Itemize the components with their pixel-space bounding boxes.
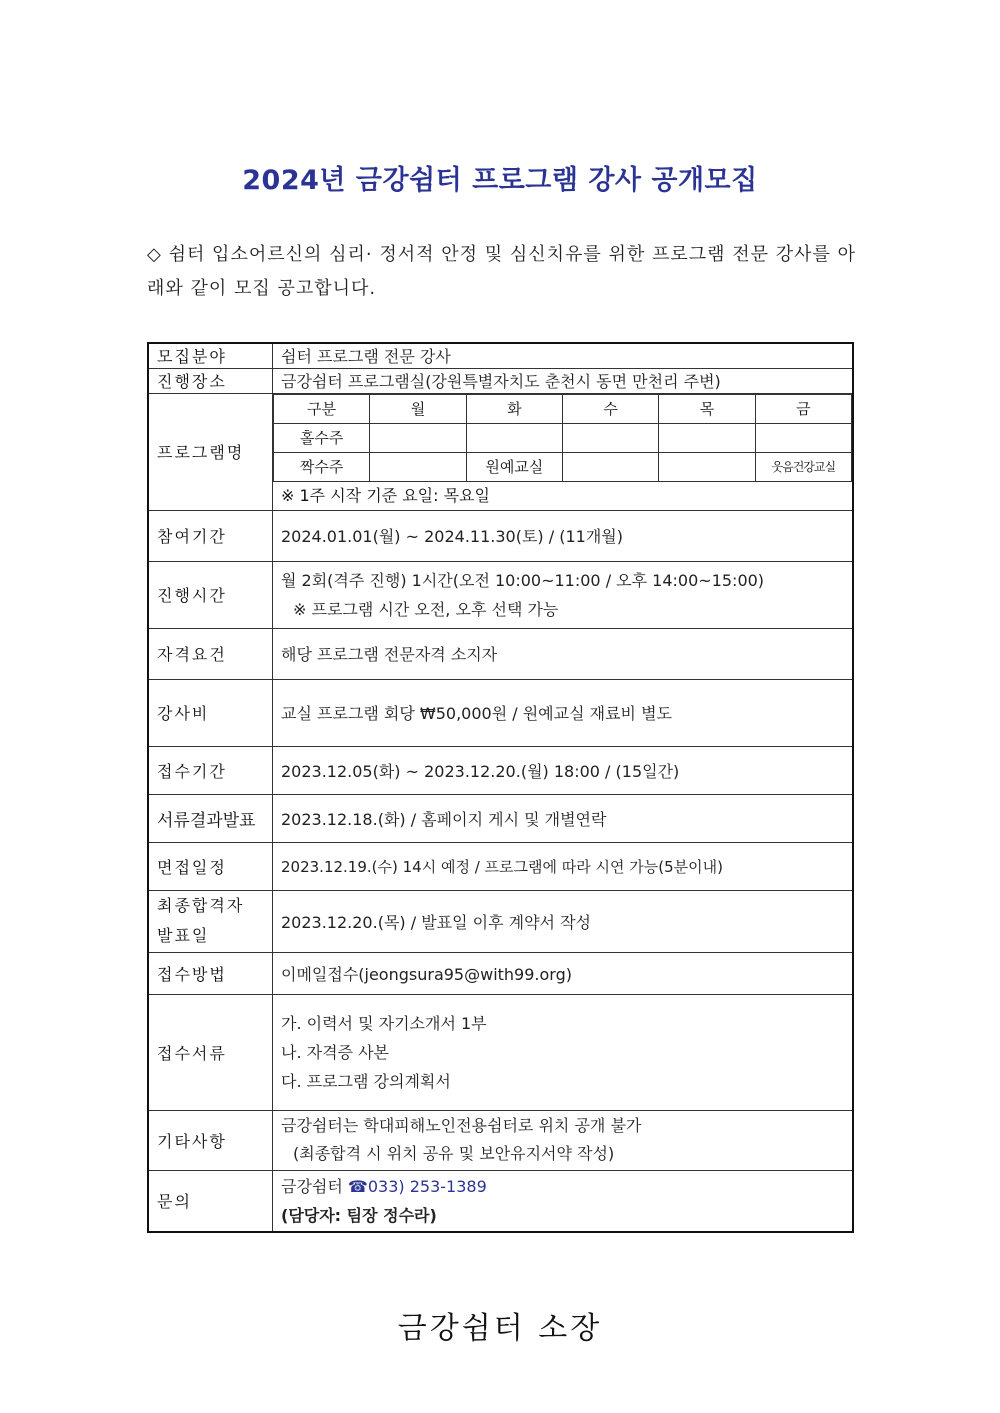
etc-line-2: (최종합격 시 위치 공유 및 보안유지서약 작성) (293, 1144, 615, 1163)
document-item: 나. 자격증 사본 (281, 1042, 389, 1062)
label-final-line-2: 발표일 (157, 926, 210, 945)
label-contact: 문의 (148, 1170, 273, 1232)
value-contact (273, 1170, 854, 1232)
label-qualification: 자격요건 (148, 628, 273, 679)
value-location: 금강쉼터 프로그램실(강원특별자치도 춘천시 동면 만천리 주변) (273, 368, 854, 393)
value-documents (273, 994, 854, 1110)
value-time (273, 561, 854, 628)
intro-text: ◇ 쉼터 입소어르신의 심리· 정서적 안정 및 심신치유를 위한 프로그램 전문 강사를 아래와 같이 모집 공고합니다. (147, 244, 857, 299)
label-doc-result: 서류결과발표 (148, 794, 273, 842)
schedule-cell (755, 423, 851, 452)
value-method: 이메일접수(jeongsura95@with99.org) (273, 952, 854, 994)
schedule-cell: 원예교실 (466, 452, 562, 481)
label-method: 접수방법 (148, 952, 273, 994)
schedule-header: 수 (562, 394, 658, 423)
schedule-cell (370, 452, 466, 481)
label-etc: 기타사항 (148, 1110, 273, 1170)
label-interview: 면접일정 (148, 842, 273, 890)
etc-line-1: 금강쉼터는 학대피해노인전용쉼터로 위치 공개 불가 (281, 1116, 642, 1135)
value-doc-result: 2023.12.18.(화) / 홈페이지 게시 및 개별연락 (273, 794, 854, 842)
schedule-cell (562, 423, 658, 452)
label-documents: 접수서류 (148, 994, 273, 1110)
value-apply-period: 2023.12.05(화) ~ 2023.12.20.(월) 18:00 / (15일간) (273, 746, 854, 794)
value-fee: 교실 프로그램 회당 ₩50,000원 / 원예교실 재료비 별도 (273, 679, 854, 746)
schedule-header: 화 (466, 394, 562, 423)
label-program: 프로그램명 (148, 393, 273, 510)
program-schedule-cell (273, 393, 854, 510)
footer-signature: 금강쉼터 소장 (397, 1311, 603, 1346)
schedule-cell (370, 423, 466, 452)
program-schedule-table (273, 394, 852, 482)
schedule-cell: 웃음건강교실 (755, 452, 851, 481)
document-item: 다. 프로그램 강의계획서 (281, 1071, 451, 1091)
value-final: 2023.12.20.(목) / 발표일 이후 계약서 작성 (273, 890, 854, 952)
value-interview: 2023.12.19.(수) 14시 예정 / 프로그램에 따라 시연 가능(5분이내) (273, 842, 854, 890)
schedule-header: 구분 (274, 394, 370, 423)
label-location: 진행장소 (148, 368, 273, 393)
value-etc (273, 1110, 854, 1170)
contact-person: (담당자: 팀장 정수라) (281, 1205, 437, 1225)
label-period: 참여기간 (148, 510, 273, 561)
document-item: 가. 이력서 및 자기소개서 1부 (281, 1013, 487, 1033)
schedule-header: 월 (370, 394, 466, 423)
label-time: 진행시간 (148, 561, 273, 628)
schedule-cell (659, 423, 755, 452)
label-final-line-1: 최종합격자 (157, 896, 245, 915)
time-line-1: 월 2회(격주 진행) 1시간(오전 10:00~11:00 / 오후 14:00~15:00) (281, 570, 765, 590)
schedule-row-label: 홀수주 (274, 423, 370, 452)
schedule-cell (562, 452, 658, 481)
value-period: 2024.01.01(월) ~ 2024.11.30(토) / (11개월) (273, 510, 854, 561)
schedule-header: 금 (755, 394, 851, 423)
value-qualification: 해당 프로그램 전문자격 소지자 (273, 628, 854, 679)
label-fee: 강사비 (148, 679, 273, 746)
label-recruit-field: 모집분야 (148, 343, 273, 368)
time-line-2: ※ 프로그램 시간 오전, 오후 선택 가능 (293, 599, 559, 619)
schedule-cell (466, 423, 562, 452)
label-final (148, 890, 273, 952)
label-apply-period: 접수기간 (148, 746, 273, 794)
page-title: 2024년 금강쉼터 프로그램 강사 공개모집 (242, 165, 758, 196)
recruitment-table (147, 342, 854, 1233)
program-note: ※ 1주 시작 기준 요일: 목요일 (281, 485, 490, 505)
schedule-header: 목 (659, 394, 755, 423)
contact-phone: ☎033) 253-1389 (347, 1176, 487, 1196)
value-recruit-field: 쉼터 프로그램 전문 강사 (273, 343, 854, 368)
schedule-cell (659, 452, 755, 481)
schedule-row-label: 짝수주 (274, 452, 370, 481)
contact-prefix: 금강쉼터 (281, 1176, 348, 1196)
